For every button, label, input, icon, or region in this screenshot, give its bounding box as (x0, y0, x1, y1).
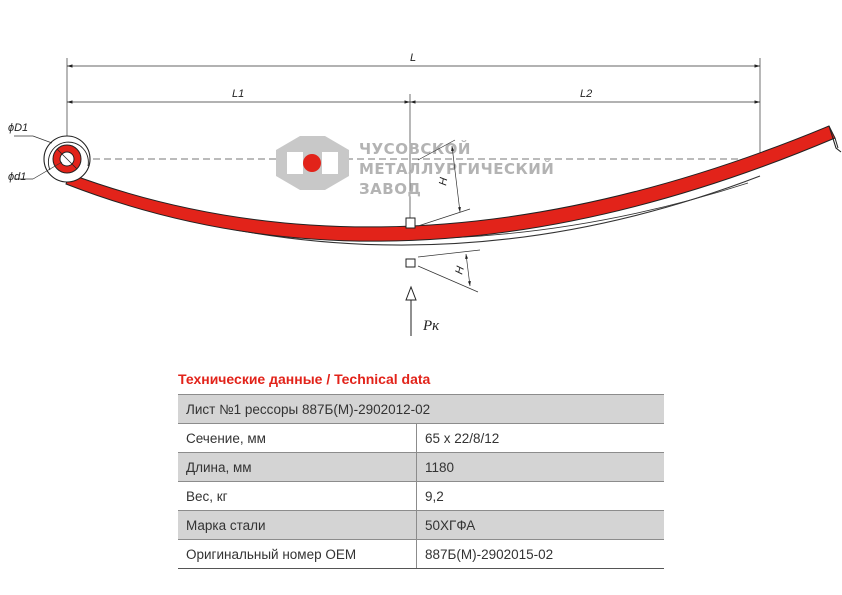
row-value: 9,2 (417, 482, 665, 511)
dimension-l (67, 52, 760, 66)
table-header-row (178, 395, 664, 424)
dim-label-l1: L1 (232, 88, 245, 100)
row-label: Оригинальный номер ОЕМ (178, 540, 417, 569)
row-label: Вес, кг (178, 482, 417, 511)
logo-line-3: ЗАВОД (359, 180, 422, 198)
dim-label-l2: L2 (580, 88, 593, 100)
dimension-l2 (410, 88, 760, 102)
technical-data-title: Технические данные / Technical data (178, 371, 431, 387)
row-value: 887Б(М)-2902015-02 (417, 540, 665, 569)
row-value: 1180 (417, 453, 665, 482)
row-value: 65 х 22/8/12 (417, 424, 665, 453)
table-header-cell: Лист №1 рессоры 887Б(М)-2902012-02 (178, 395, 664, 424)
dim-label-d1-outer: ϕD1 (8, 122, 29, 134)
load-arrow (406, 287, 440, 336)
row-label: Сечение, мм (178, 424, 417, 453)
dimension-load-height (418, 250, 480, 292)
dimension-l1 (67, 88, 410, 102)
dim-label-h-arc: H (437, 176, 451, 187)
table-row (178, 511, 664, 540)
logo-line-1: ЧУСОВСКОЙ (359, 140, 471, 158)
dim-label-l: L (410, 52, 417, 64)
table-row (178, 453, 664, 482)
technical-data-table (178, 394, 664, 569)
table-row (178, 482, 664, 511)
dim-label-h-load: H (453, 264, 467, 276)
company-logo (276, 136, 554, 198)
row-label: Длина, мм (178, 453, 417, 482)
row-label: Марка стали (178, 511, 417, 540)
centre-bolt (406, 218, 415, 267)
load-label: Pк (423, 318, 440, 334)
dim-label-d1-inner: ϕd1 (8, 171, 27, 183)
logo-line-2: МЕТАЛЛУРГИЧЕСКИЙ (359, 160, 555, 178)
table-row (178, 540, 664, 569)
row-value: 50ХГФА (417, 511, 665, 540)
table-row (178, 424, 664, 453)
